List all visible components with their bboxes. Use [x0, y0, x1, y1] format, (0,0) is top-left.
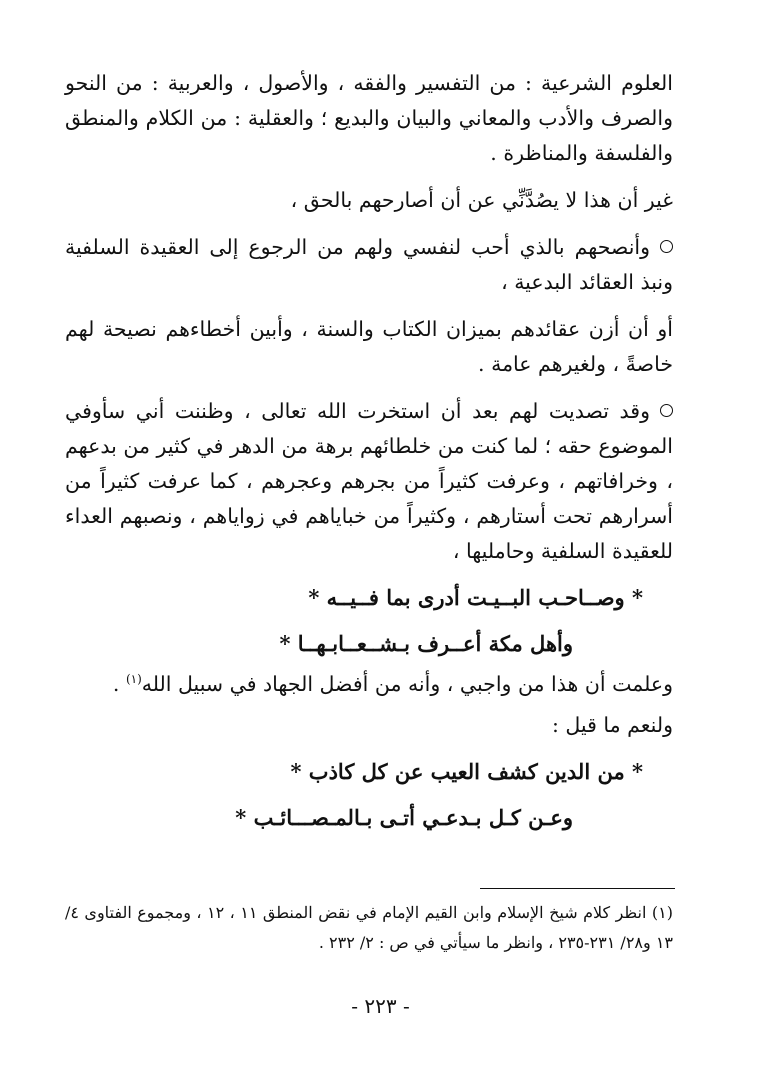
paragraph-2: غير أن هذا لا يصُدَّنِّي عن أن أصارحهم بالحق ،: [290, 188, 673, 212]
paragraph-3: [65, 230, 673, 300]
paragraph-1: العلوم الشرعية : من التفسير والفقه ، والأصول ، والعربية : من النحو والصرف والأدب والمعاني والبيان والبديع ؛ والعقلية : من الكلام والمنطق والفلسفة والمناظرة .: [65, 71, 673, 165]
footnote-reference[interactable]: (١): [125, 672, 142, 687]
paragraph-6: [65, 667, 673, 702]
verse-line-4: وعـن كـل بـدعـي أتـى بـالمـصـــائـب *: [235, 805, 573, 830]
footnote: (١) انظر كلام شيخ الإسلام وابن القيم الإمام في نقض المنطق ١١ ، ١٢ ، ومجموع الفتاوى ٤/ ١٣ و٢٨/ ٢٣١-٢٣٥ ، وانظر ما سيأتي في ص : ٢/ ٢٣٢ .: [65, 903, 673, 952]
paragraph-6-text: وعلمت أن هذا من واجبي ، وأنه من أفضل الجهاد في سبيل الله: [141, 672, 673, 696]
paragraph-4: أو أن أزن عقائدهم بميزان الكتاب والسنة ، وأبين أخطاءهم نصيحة لهم خاصةً ، ولغيرهم عامة .: [65, 317, 673, 376]
paragraph-7: ولنعم ما قيل :: [551, 713, 673, 737]
paragraph-5: [65, 394, 673, 569]
verse-line-3: * من الدين كشف العيب عن كل كاذب *: [290, 759, 643, 784]
paragraph-5-text: وقد تصديت لهم بعد أن استخرت الله تعالى ، وظننت أني سأوفي الموضوع حقه ؛ لما كنت من خلطائهم برهة من الدهر في كثير من بدعهم ، وخرافاتهم ، وعرفت كثيراً من بجرهم وعجرهم ، كما عرفت كثيراً من أسرارهم تحت أستارهم ، وكثيراً من خباياهم في زواياهم ، ونصبهم العداء للعقيدة السلفية وحامليها ،: [65, 399, 673, 563]
paragraph-6-end: .: [112, 672, 126, 696]
verse-line-1: * وصــاحـب البــيـت أدرى بما فــيــه *: [308, 585, 643, 610]
circle-bullet-icon: [660, 240, 673, 253]
paragraph-3-text: وأنصحهم بالذي أحب لنفسي ولهم من الرجوع إلى العقيدة السلفية ونبذ العقائد البدعية ،: [65, 235, 673, 294]
main-text: [65, 66, 673, 841]
page-number: - ٢٢٣ -: [351, 994, 410, 1018]
footnote-separator: [480, 888, 675, 889]
circle-bullet-icon: [660, 404, 673, 417]
verse-line-2: وأهل مكة أعــرف بـشــعــابـهــا *: [279, 631, 573, 656]
